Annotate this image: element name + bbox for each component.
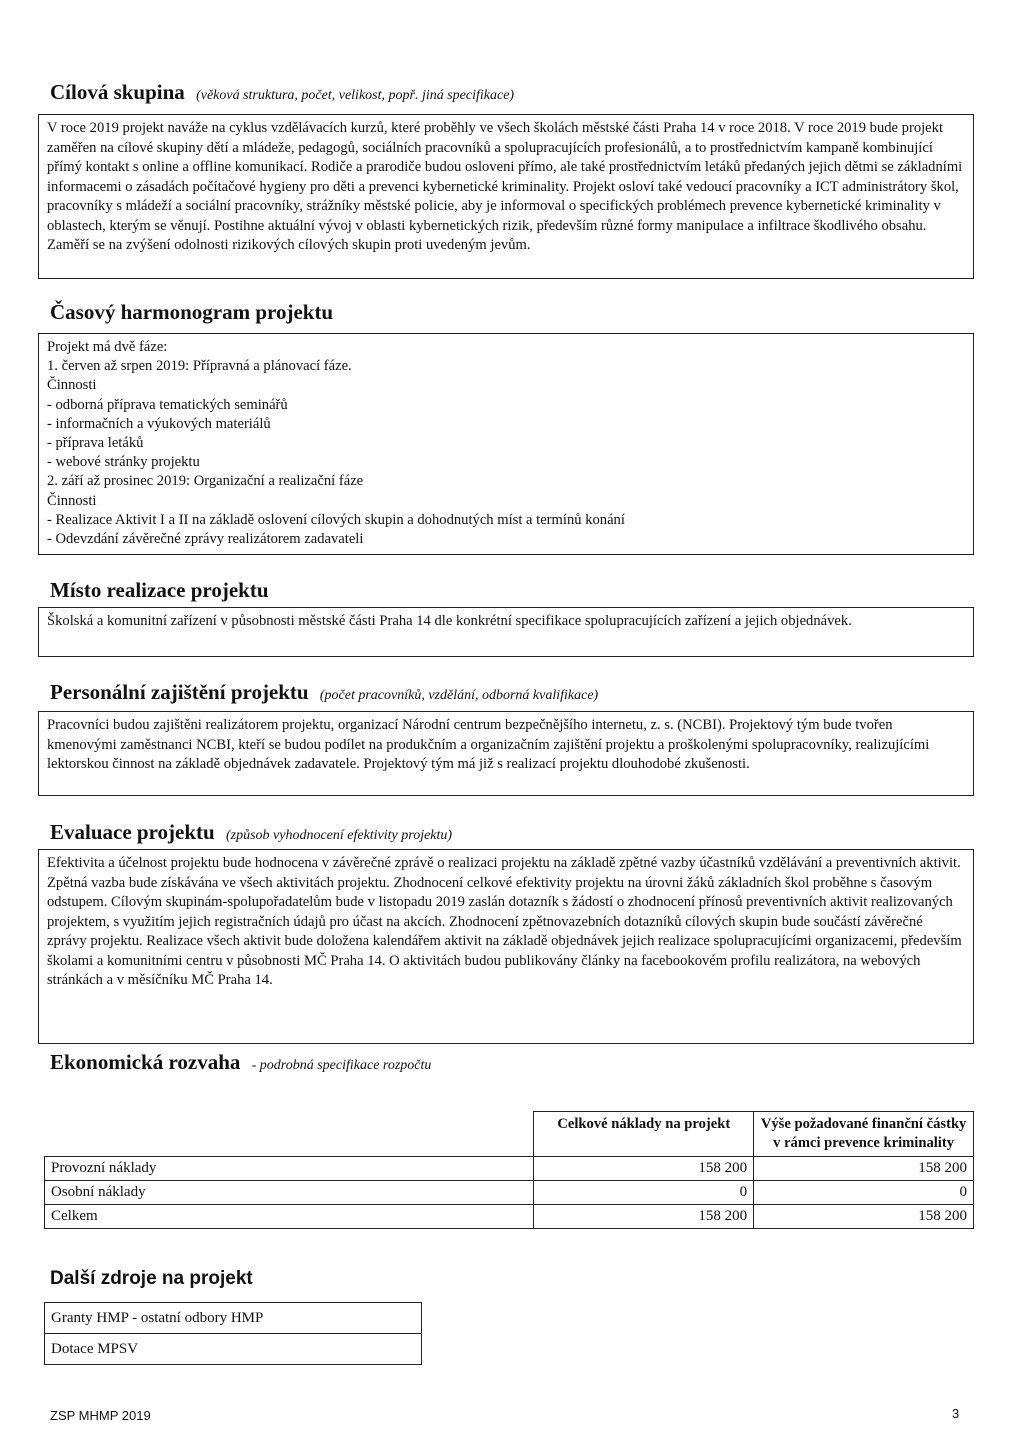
table-row xyxy=(45,1303,422,1334)
evaluation-text: Efektivita a účelnost projektu bude hodnocena v závěrečné zprávě o realizaci projektu na základě zpětné vazby účastníků vzdělávání a preventivních aktivit. Zpětná vazba bude získávána ve všech aktivitách projektu. Zhodnocení celkové efektivity projektu na úrovni žáků základních škol proběhne s časovým odstupem. Cílovým skupinám-spolupořadatelům bude v listopadu 2019 zaslán dotazník s žádostí o zhodnocení přínosů preventivních aktivit realizovaných projektem, s využitím jejich registračních údajů pro účast na akcích. Zhodnocení zpětnovazebních dotazníků cílových skupin bude součástí závěrečné zprávy projektu. Realizace všech aktivit bude doložena kalendářem aktivit na základě objednávek jejich realizace spolupracujícími organizacemi, především školami a komunitními centru v působnosti MČ Praha 14. O aktivitách budou publikovány články na facebookovém profilu realizátora, na webových stránkách a v měsíčníku MČ Praha 14. xyxy=(47,855,962,988)
economy-row-total: 0 xyxy=(534,1181,754,1205)
economy-note: - podrobná specifikace rozpočtu xyxy=(251,1058,432,1073)
target-heading: Cílová skupina xyxy=(50,80,185,104)
section-title-staff xyxy=(50,680,598,705)
evaluation-box xyxy=(38,849,974,1044)
evaluation-note: (způsob vyhodnocení efektivity projektu) xyxy=(225,828,453,843)
economy-row-total: 158 200 xyxy=(534,1205,754,1229)
economy-row-label: Provozní náklady xyxy=(45,1157,534,1181)
schedule-line: 2. září až prosinec 2019: Organizační a realizační fáze xyxy=(47,473,364,490)
footer-label: ZSP MHMP 2019 xyxy=(50,1408,151,1423)
other-source-cell: Granty HMP - ostatní odbory HMP xyxy=(45,1303,422,1334)
target-box xyxy=(38,114,974,279)
economy-header-blank xyxy=(45,1112,534,1157)
page-number: 3 xyxy=(952,1406,960,1421)
economy-row-label: Celkem xyxy=(45,1205,534,1229)
staff-heading: Personální zajištění projektu xyxy=(50,680,309,704)
schedule-line: - odborná příprava tematických seminářů xyxy=(47,396,288,413)
place-box xyxy=(38,607,974,657)
section-title-target xyxy=(50,80,514,105)
economy-table xyxy=(44,1111,974,1229)
economy-heading: Ekonomická rozvaha xyxy=(50,1050,241,1074)
economy-row-total: 158 200 xyxy=(534,1157,754,1181)
schedule-line: - Odevzdání závěrečné zprávy realizátorem zadavateli xyxy=(47,531,364,548)
staff-box xyxy=(38,711,974,796)
other-sources-table xyxy=(44,1302,422,1365)
schedule-line: - informačních a výukových materiálů xyxy=(47,415,271,432)
economy-col-total: Celkové náklady na projekt xyxy=(534,1112,754,1157)
schedule-line: - webové stránky projektu xyxy=(47,454,200,471)
table-row xyxy=(45,1181,974,1205)
table-row xyxy=(45,1334,422,1365)
section-title-schedule xyxy=(50,300,333,325)
place-heading: Místo realizace projektu xyxy=(50,578,269,602)
target-text: V roce 2019 projekt naváže na cyklus vzdělávacích kurzů, které proběhly ve všech školách městské části Praha 14 v roce 2018. V roce 2019 bude projekt zaměřen na cílové skupiny dětí a mládeže, pedagogů, sociálních pracovníků a spolupracujících profesionálů, a to prostřednictvím kampaně kombinující přímý kontakt s online a offline komunikací. Rodiče a prarodiče budou osloveni přímo, ale také prostřednictvím letáků předaných jejich dětmi se základními informacemi o zásadách počítačové hygieny pro děti a prevenci kybernetické kriminality. Projekt osloví také vedoucí pracovníky a ICT administrátory škol, pracovníky s mládeží a sociální pracovníky, strážníky městské policie, aby je informoval o specifických problémech prevence kybernetické kriminality v oblastech, kterým se věnují. Postihne aktuální vývoj v oblasti kybernetických rizik, především různé formy manipulace a infiltrace škodlivého obsahu. Zaměří se na zvýšení odolnosti rizikových cílových skupin proti uvedeným jevům. xyxy=(47,120,963,253)
staff-note: (počet pracovníků, vzdělání, odborná kvalifikace) xyxy=(319,688,599,703)
schedule-line: Činnosti xyxy=(47,492,97,509)
schedule-line: - Realizace Aktivit I a II na základě oslovení cílových skupin a dohodnutých míst a termínů konání xyxy=(47,511,625,528)
economy-row-request: 158 200 xyxy=(754,1205,974,1229)
section-title-economy xyxy=(50,1050,431,1075)
section-title-place xyxy=(50,578,269,603)
section-title-evaluation xyxy=(50,820,452,845)
table-row xyxy=(45,1157,974,1181)
economy-row-request: 0 xyxy=(754,1181,974,1205)
economy-col-request: Výše požadované finanční částky v rámci prevence kriminality xyxy=(754,1112,974,1157)
schedule-line: Projekt má dvě fáze: xyxy=(47,339,168,355)
schedule-line: - příprava letáků xyxy=(47,435,144,452)
target-note: (věková struktura, počet, velikost, popř. jiná specifikace) xyxy=(196,88,515,103)
other-source-cell: Dotace MPSV xyxy=(45,1334,422,1365)
schedule-heading: Časový harmonogram projektu xyxy=(50,300,334,324)
table-row xyxy=(45,1205,974,1229)
staff-text: Pracovníci budou zajištěni realizátorem projektu, organizací Národní centrum bezpečnějšího internetu, z. s. (NCBI). Projektový tým bude tvořen kmenovými zaměstnanci NCBI, kteří se budou podílet na produkčním a organizačním zajištění projektu a proškolenými spolupracovníky, realizujícími lektorskou činnost na základě objednávek zadavatele. Projektový tým má již s realizací projektu dlouhodobé zkušenosti. xyxy=(47,717,930,772)
place-text: Školská a komunitní zařízení v působnosti městské části Praha 14 dle konkrétní specifikace spolupracujících zařízení a jejich objednávek. xyxy=(47,613,852,629)
other-sources-heading: Další zdroje na projekt xyxy=(50,1268,253,1289)
section-title-other-sources xyxy=(50,1268,253,1290)
schedule-box xyxy=(38,333,974,555)
economy-row-label: Osobní náklady xyxy=(45,1181,534,1205)
economy-header-row xyxy=(45,1112,974,1157)
schedule-line: Činnosti xyxy=(47,377,97,394)
economy-row-request: 158 200 xyxy=(754,1157,974,1181)
evaluation-heading: Evaluace projektu xyxy=(50,820,215,844)
schedule-line: 1. červen až srpen 2019: Přípravná a plánovací fáze. xyxy=(47,358,352,375)
